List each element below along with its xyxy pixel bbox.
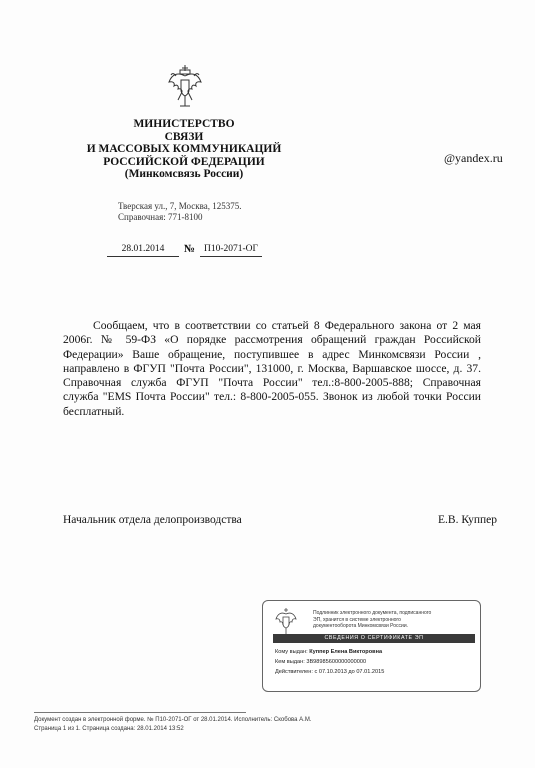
footer-line: Документ создан в электронной форме. № П10-2071-ОГ от 28.01.2014. Исполнитель: Скобова А.М. bbox=[34, 717, 312, 723]
coat-of-arms-icon bbox=[166, 62, 204, 110]
address-phone: Справочная: 771-8100 bbox=[118, 212, 203, 222]
ministry-address bbox=[118, 201, 241, 223]
footer-divider bbox=[34, 712, 246, 713]
validity-row bbox=[275, 669, 384, 675]
recipient-email: @yandex.ru bbox=[444, 151, 503, 165]
note-line: документооборота Минкомсвязи России. bbox=[313, 623, 408, 629]
signatory-position: Начальник отдела делопроизводства bbox=[63, 514, 242, 526]
body-line: служба "EMS Почта России" тел.: 8-800-2005-055. Звонок из любой точки России bbox=[63, 390, 481, 404]
ministry-line: И МАССОВЫХ КОММУНИКАЦИЙ bbox=[86, 143, 282, 155]
coat-of-arms-icon bbox=[275, 607, 297, 637]
certificate-stamp bbox=[262, 600, 481, 692]
footer-line: Страница 1 из 1. Страница создана: 28.01.2014 13:52 bbox=[34, 726, 184, 732]
ministry-line: МИНИСТЕРСТВО bbox=[133, 118, 235, 130]
note-line: Подлинник электронного документа, подписанного bbox=[313, 610, 432, 616]
body-line: Справочная служба ФГУП "Почта России" тел.:8-800-2005-888; Справочная bbox=[63, 376, 481, 390]
body-line: Федерации» Ваше обращение, поступившее в адрес Минкомсвязи России , bbox=[63, 347, 481, 361]
document-footer bbox=[34, 716, 312, 734]
body-line: 2006г. № 59-ФЗ «О порядке рассмотрения обращений граждан Российской bbox=[63, 333, 481, 347]
ministry-line: СВЯЗИ bbox=[164, 130, 204, 143]
certificate-header: СВЕДЕНИЯ О СЕРТИФИКАТЕ ЭП bbox=[273, 634, 475, 643]
number-sign: № bbox=[184, 243, 196, 255]
ministry-short-name: (Минкомсвязь России) bbox=[124, 168, 244, 180]
document-number: П10-2071-ОГ bbox=[200, 244, 262, 257]
issued-by-value: 3B98985600000000000 bbox=[306, 659, 367, 665]
certificate-note bbox=[313, 610, 477, 630]
letter-body bbox=[63, 319, 481, 419]
body-line: Сообщаем, что в соответствии со статьей 8 Федерального закона от 2 мая bbox=[93, 319, 481, 332]
issued-to-row bbox=[275, 649, 382, 655]
body-line: направлено в ФГУП "Почта России", 131000, г. Москва, Варшавское шоссе, д. 37. bbox=[63, 361, 481, 375]
issued-by-row bbox=[275, 659, 366, 665]
signatory-name: Е.В. Куппер bbox=[438, 514, 498, 526]
validity-label: Действителен: bbox=[275, 669, 313, 675]
ministry-line: РОССИЙСКОЙ ФЕДЕРАЦИИ bbox=[103, 155, 265, 168]
validity-value: с 07.10.2013 до 07.01.2015 bbox=[314, 669, 385, 675]
address-street: Тверская ул., 7, Москва, 125375. bbox=[118, 201, 242, 211]
issued-by-label: Кем выдан: bbox=[275, 659, 305, 665]
note-line: ЭП, хранится в системе электронного bbox=[313, 616, 401, 623]
ministry-header bbox=[84, 118, 284, 181]
body-line: бесплатный. bbox=[63, 404, 125, 418]
issued-to-label: Кому выдан: bbox=[275, 649, 308, 655]
document-date: 28.01.2014 bbox=[107, 244, 179, 257]
issued-to-value: Куппер Елена Викторовна bbox=[309, 649, 383, 655]
